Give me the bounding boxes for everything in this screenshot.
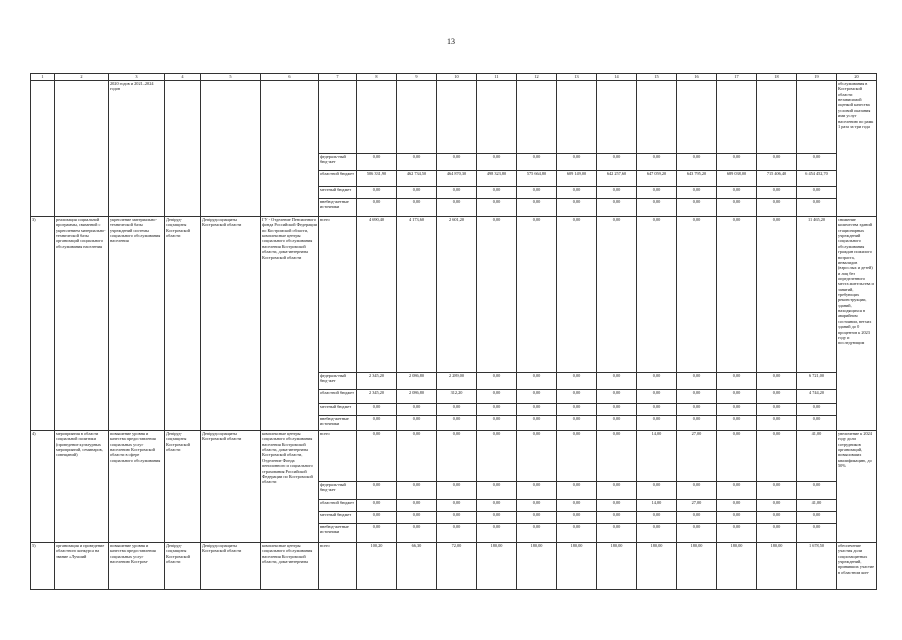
funding-value-cell: 0,00: [637, 187, 677, 199]
table-row: [31, 431, 877, 482]
funding-value-cell: [557, 81, 597, 154]
funding-value-cell: [677, 81, 717, 154]
funding-value-cell: 0,00: [637, 373, 677, 390]
funding-value-cell: 0,00: [757, 187, 797, 199]
funding-value-cell: 0,00: [717, 482, 757, 500]
funding-value-cell: 0,00: [477, 187, 517, 199]
column-number-header: 8: [357, 74, 397, 81]
executor-cell: Депtруд-соцзащиты Костромской области: [165, 217, 201, 431]
table-row: [31, 217, 877, 373]
funding-value-cell: 0,00: [397, 154, 437, 171]
funding-value-cell: 464 870,30: [437, 171, 477, 187]
funding-value-cell: [797, 81, 837, 154]
funding-source-cell: внебюд-жетные источники: [319, 416, 357, 431]
funding-value-cell: 0,00: [677, 390, 717, 404]
row-number-cell: 3): [31, 217, 55, 431]
column-number-header: 5: [201, 74, 261, 81]
funding-value-cell: 0,00: [557, 373, 597, 390]
funding-value-cell: 6 721,00: [797, 373, 837, 390]
funding-value-cell: 0,00: [597, 404, 637, 416]
funding-value-cell: 0,00: [357, 512, 397, 524]
funding-value-cell: 0,00: [357, 404, 397, 416]
column-number-header: 13: [557, 74, 597, 81]
partners-cell: комплексные центры социального обслуживания населения Костромской области, дома-интернаты: [261, 543, 319, 590]
funding-value-cell: 0,00: [437, 187, 477, 199]
funding-value-cell: 0,00: [557, 187, 597, 199]
funding-value-cell: 0,00: [477, 404, 517, 416]
funding-source-cell: областной бюджет: [319, 390, 357, 404]
funding-value-cell: 647 059,20: [637, 171, 677, 187]
table-body: [31, 74, 877, 590]
funding-value-cell: 0,00: [757, 404, 797, 416]
funding-value-cell: 0,00: [437, 482, 477, 500]
row-number-cell: 4): [31, 431, 55, 543]
funding-value-cell: 27,00: [677, 500, 717, 512]
funding-value-cell: [357, 81, 397, 154]
funding-value-cell: 0,00: [757, 431, 797, 482]
funding-value-cell: [717, 81, 757, 154]
funding-value-cell: 0,00: [557, 524, 597, 543]
column-number-header: 20: [837, 74, 877, 81]
funding-value-cell: 0,00: [597, 482, 637, 500]
funding-value-cell: 0,00: [717, 217, 757, 373]
funding-source-cell: федераль-ный бюд-жет: [319, 482, 357, 500]
funding-value-cell: 0,00: [517, 404, 557, 416]
funding-value-cell: 0,00: [757, 373, 797, 390]
funding-value-cell: 0,00: [557, 416, 597, 431]
measure-name-cell: реализация социальной программы, связанной с укреплением материально-технической базы организаций социального обслуживания населения: [55, 217, 109, 431]
measure-goal-cell: повышение уровня и качества предоставления социальных услуг населению Костромской области в сфере социального обслуживания: [109, 431, 165, 543]
column-number-header: 3: [109, 74, 165, 81]
funding-source-cell: областной бюджет: [319, 171, 357, 187]
funding-value-cell: 27,00: [677, 431, 717, 482]
funding-value-cell: 0,00: [717, 404, 757, 416]
funding-value-cell: 0,00: [757, 500, 797, 512]
funding-value-cell: 0,00: [597, 390, 637, 404]
funding-value-cell: 0,00: [677, 524, 717, 543]
funding-value-cell: 0,00: [557, 390, 597, 404]
column-number-header: 1: [31, 74, 55, 81]
funding-value-cell: 506 331,90: [357, 171, 397, 187]
funding-value-cell: 0,00: [397, 187, 437, 199]
funding-value-cell: 0,00: [637, 482, 677, 500]
funding-value-cell: 180,00: [557, 543, 597, 590]
funding-value-cell: 0,00: [797, 187, 837, 199]
funding-value-cell: 575 664,80: [517, 171, 557, 187]
funding-value-cell: 0,00: [517, 500, 557, 512]
column-number-header: 16: [677, 74, 717, 81]
funding-value-cell: 0,00: [437, 404, 477, 416]
funding-value-cell: 2 086,80: [397, 373, 437, 390]
funding-value-cell: 0,00: [797, 416, 837, 431]
funding-value-cell: 0,00: [717, 500, 757, 512]
funding-value-cell: 11 465,20: [797, 217, 837, 373]
funding-value-cell: 0,00: [357, 416, 397, 431]
funding-value-cell: 0,00: [357, 482, 397, 500]
funding-value-cell: [597, 81, 637, 154]
funding-table: [30, 73, 877, 590]
funding-value-cell: 0,00: [797, 154, 837, 171]
funding-value-cell: [397, 81, 437, 154]
column-number-header: 19: [797, 74, 837, 81]
coexecutor-cell: [201, 81, 261, 217]
column-number-header: 9: [397, 74, 437, 81]
funding-value-cell: 0,00: [677, 416, 717, 431]
funding-value-cell: [757, 81, 797, 154]
funding-value-cell: 4 690,40: [357, 217, 397, 373]
funding-value-cell: 642 257,60: [597, 171, 637, 187]
coexecutor-cell: Депtрудсоцзащиты Костромской области: [201, 431, 261, 543]
funding-value-cell: 2 345,20: [357, 373, 397, 390]
funding-value-cell: 0,00: [357, 431, 397, 482]
funding-value-cell: 0,00: [477, 154, 517, 171]
funding-value-cell: 0,00: [477, 431, 517, 482]
funding-value-cell: 0,00: [677, 154, 717, 171]
funding-value-cell: 0,00: [517, 187, 557, 199]
funding-source-cell: местный бюджет: [319, 404, 357, 416]
funding-value-cell: 0,00: [797, 199, 837, 217]
column-number-header: 10: [437, 74, 477, 81]
funding-source-cell: всего: [319, 431, 357, 482]
funding-source-cell: [319, 81, 357, 154]
funding-value-cell: 0,00: [597, 154, 637, 171]
funding-value-cell: 0,00: [757, 524, 797, 543]
funding-value-cell: 609 149,00: [557, 171, 597, 187]
funding-value-cell: 312,20: [437, 390, 477, 404]
row-number-cell: [31, 81, 55, 217]
funding-value-cell: 0,00: [597, 512, 637, 524]
funding-value-cell: 689 038,00: [717, 171, 757, 187]
funding-value-cell: 180,00: [757, 543, 797, 590]
funding-value-cell: 0,00: [677, 217, 717, 373]
partners-cell: ГУ - Отделение Пенсионного фонда Российской Федерации по Костромской области, комплексные центры социального обслуживания населения Костромской области, дома-интернаты Костромской области: [261, 217, 319, 431]
funding-value-cell: 0,00: [677, 187, 717, 199]
funding-value-cell: 0,00: [717, 512, 757, 524]
funding-value-cell: 180,00: [597, 543, 637, 590]
funding-value-cell: 180,00: [677, 543, 717, 590]
funding-value-cell: 0,00: [397, 404, 437, 416]
funding-value-cell: 0,00: [517, 199, 557, 217]
funding-value-cell: 0,00: [557, 512, 597, 524]
column-number-header: 4: [165, 74, 201, 81]
funding-value-cell: 4 744,20: [797, 390, 837, 404]
funding-value-cell: 0,00: [517, 431, 557, 482]
funding-value-cell: 0,00: [397, 416, 437, 431]
funding-value-cell: 41,00: [797, 500, 837, 512]
page-number: 13: [447, 37, 455, 46]
funding-value-cell: 180,00: [477, 543, 517, 590]
funding-value-cell: 0,00: [437, 431, 477, 482]
coexecutor-cell: Депtрудсоцзащиты Костромской области: [201, 217, 261, 431]
funding-value-cell: 0,00: [517, 524, 557, 543]
funding-value-cell: 0,00: [597, 187, 637, 199]
funding-value-cell: 0,00: [797, 404, 837, 416]
funding-value-cell: 6 454 452,70: [797, 171, 837, 187]
funding-value-cell: 0,00: [677, 482, 717, 500]
funding-source-cell: всего: [319, 217, 357, 373]
funding-value-cell: 0,00: [437, 512, 477, 524]
funding-value-cell: 72,00: [437, 543, 477, 590]
funding-value-cell: 0,00: [517, 154, 557, 171]
funding-value-cell: [477, 81, 517, 154]
funding-value-cell: 0,00: [477, 373, 517, 390]
funding-source-cell: федераль-ный бюд-жет: [319, 154, 357, 171]
funding-value-cell: 180,00: [717, 543, 757, 590]
measure-goal-cell: укрепление материально-технической базы учреждений системы социального обслуживания населения: [109, 217, 165, 431]
funding-value-cell: 0,00: [357, 524, 397, 543]
funding-value-cell: 0,00: [357, 199, 397, 217]
partners-cell: комплексные центры социального обслуживания населения Костромской области, дома-интернаты Костромской области, Отделение Фонда пенсионного и социального страхования Российской Федерации по Костромской области: [261, 431, 319, 543]
funding-value-cell: 0,00: [477, 416, 517, 431]
funding-value-cell: 0,00: [517, 217, 557, 373]
funding-value-cell: 0,00: [397, 482, 437, 500]
funding-value-cell: 0,00: [637, 390, 677, 404]
funding-value-cell: 66,30: [397, 543, 437, 590]
funding-value-cell: 180,00: [517, 543, 557, 590]
funding-value-cell: 0,00: [357, 154, 397, 171]
header-row: [31, 74, 877, 81]
funding-value-cell: 0,00: [477, 512, 517, 524]
funding-value-cell: [437, 81, 477, 154]
partners-cell: [261, 81, 319, 217]
funding-value-cell: 0,00: [437, 524, 477, 543]
funding-value-cell: 0,00: [437, 416, 477, 431]
funding-value-cell: 0,00: [677, 373, 717, 390]
expected-result-cell: обслуживания в Костромской области независимой оценкой качества условий оказания ими услуг населению по рамк 1 раза за три года: [837, 81, 877, 217]
measure-goal-cell: повышение уровня и качества предоставления социальных услуг населению Костром-: [109, 543, 165, 590]
coexecutor-cell: Депtрудсоцзащиты Костромской области: [201, 543, 261, 590]
funding-value-cell: 0,00: [397, 431, 437, 482]
funding-value-cell: 0,00: [477, 390, 517, 404]
funding-value-cell: 0,00: [637, 154, 677, 171]
funding-value-cell: 0,00: [557, 154, 597, 171]
funding-value-cell: 0,00: [517, 373, 557, 390]
row-number-cell: 5): [31, 543, 55, 590]
column-number-header: 2: [55, 74, 109, 81]
funding-value-cell: [517, 81, 557, 154]
funding-value-cell: 0,00: [717, 373, 757, 390]
funding-value-cell: 0,00: [517, 512, 557, 524]
funding-value-cell: 2 345,20: [357, 390, 397, 404]
funding-value-cell: 0,00: [557, 404, 597, 416]
funding-source-cell: внебюд-жетные источники: [319, 199, 357, 217]
funding-value-cell: 0,00: [557, 482, 597, 500]
measure-name-cell: мероприятия в области социальной политики (проведение культурных мероприятий, семинаров, совещаний): [55, 431, 109, 543]
funding-source-cell: местный бюджет: [319, 512, 357, 524]
funding-value-cell: 0,00: [637, 524, 677, 543]
funding-value-cell: 0,00: [557, 217, 597, 373]
funding-value-cell: 0,00: [797, 512, 837, 524]
funding-value-cell: 0,00: [757, 482, 797, 500]
funding-value-cell: 0,00: [717, 390, 757, 404]
funding-value-cell: 0,00: [757, 390, 797, 404]
executor-cell: Депtруд-соцзащиты Костромской области: [165, 431, 201, 543]
funding-value-cell: 0,00: [717, 154, 757, 171]
funding-value-cell: 0,00: [557, 199, 597, 217]
expected-result-cell: снижение количества зданий стационарных учреждений социального обслуживания граждан пожилого возраста, инвалидов (взрослых и детей) и лиц без определенного места жительства и занятий, требующих реконструкции, зданий, находящихся в аварийном состоянии, ветхих зданий до 0 процентов к 2023 году и последующим: [837, 217, 877, 431]
funding-value-cell: 4 173,60: [397, 217, 437, 373]
funding-source-cell: федераль-ный бюд-жет: [319, 373, 357, 390]
executor-cell: Депtруд-соцзащиты Костромской области: [165, 543, 201, 590]
funding-source-cell: областной бюджет: [319, 500, 357, 512]
funding-value-cell: 0,00: [677, 199, 717, 217]
funding-value-cell: 0,00: [597, 199, 637, 217]
funding-value-cell: 0,00: [637, 199, 677, 217]
funding-value-cell: 0,00: [717, 431, 757, 482]
funding-value-cell: 0,00: [597, 524, 637, 543]
funding-value-cell: 0,00: [637, 416, 677, 431]
funding-value-cell: 0,00: [557, 500, 597, 512]
funding-value-cell: 0,00: [797, 482, 837, 500]
funding-value-cell: 100,20: [357, 543, 397, 590]
funding-value-cell: 0,00: [477, 524, 517, 543]
funding-value-cell: 0,00: [437, 199, 477, 217]
funding-value-cell: 1 678,50: [797, 543, 837, 590]
funding-value-cell: 0,00: [517, 482, 557, 500]
funding-value-cell: 2 086,80: [397, 390, 437, 404]
funding-source-cell: внебюд-жетные источники: [319, 524, 357, 543]
funding-value-cell: 0,00: [637, 217, 677, 373]
column-number-header: 17: [717, 74, 757, 81]
column-number-header: 7: [319, 74, 357, 81]
funding-value-cell: 0,00: [597, 500, 637, 512]
funding-value-cell: 0,00: [437, 154, 477, 171]
funding-value-cell: 0,00: [437, 500, 477, 512]
funding-value-cell: 0,00: [757, 154, 797, 171]
funding-value-cell: 498 323,80: [477, 171, 517, 187]
funding-value-cell: [637, 81, 677, 154]
column-number-header: 6: [261, 74, 319, 81]
column-number-header: 11: [477, 74, 517, 81]
funding-value-cell: 0,00: [597, 416, 637, 431]
funding-value-cell: 0,00: [357, 500, 397, 512]
funding-value-cell: 0,00: [717, 416, 757, 431]
measure-period-cell: 2020 годов и 2021–2024 годов: [109, 81, 165, 217]
funding-source-cell: всего: [319, 543, 357, 590]
funding-value-cell: 0,00: [757, 199, 797, 217]
funding-value-cell: 0,00: [477, 500, 517, 512]
funding-value-cell: 0,00: [757, 416, 797, 431]
funding-value-cell: 14,00: [637, 500, 677, 512]
funding-value-cell: 0,00: [717, 187, 757, 199]
funding-value-cell: 0,00: [397, 199, 437, 217]
funding-value-cell: 0,00: [757, 217, 797, 373]
table-row: [31, 81, 877, 154]
funding-value-cell: 0,00: [717, 199, 757, 217]
funding-value-cell: 0,00: [557, 431, 597, 482]
funding-value-cell: 14,00: [637, 431, 677, 482]
funding-value-cell: 0,00: [477, 217, 517, 373]
measure-name-cell: [55, 81, 109, 217]
funding-value-cell: 0,00: [477, 199, 517, 217]
funding-value-cell: 0,00: [677, 404, 717, 416]
funding-value-cell: 0,00: [597, 431, 637, 482]
funding-value-cell: 0,00: [517, 416, 557, 431]
funding-value-cell: 2 601,20: [437, 217, 477, 373]
funding-value-cell: 2 289,00: [437, 373, 477, 390]
funding-value-cell: 0,00: [597, 373, 637, 390]
funding-source-cell: местный бюджет: [319, 187, 357, 199]
funding-value-cell: 0,00: [397, 512, 437, 524]
funding-value-cell: 0,00: [717, 524, 757, 543]
funding-value-cell: 0,00: [637, 404, 677, 416]
funding-value-cell: 41,00: [797, 431, 837, 482]
column-number-header: 15: [637, 74, 677, 81]
column-number-header: 18: [757, 74, 797, 81]
column-number-header: 14: [597, 74, 637, 81]
column-number-header: 12: [517, 74, 557, 81]
funding-value-cell: 0,00: [757, 512, 797, 524]
funding-value-cell: 0,00: [357, 187, 397, 199]
funding-value-cell: 715 406,40: [757, 171, 797, 187]
table-row: [31, 543, 877, 590]
executor-cell: [165, 81, 201, 217]
funding-value-cell: 0,00: [677, 512, 717, 524]
funding-value-cell: 462 734,50: [397, 171, 437, 187]
funding-value-cell: 643 795,20: [677, 171, 717, 187]
expected-result-cell: увеличение к 2024 году доли сотрудников организаций, повысивших квалификацию, до 50%: [837, 431, 877, 543]
funding-value-cell: 0,00: [397, 500, 437, 512]
funding-value-cell: 0,00: [597, 217, 637, 373]
measure-name-cell: организация и проведение областного конкурса на звание «Лучший: [55, 543, 109, 590]
expected-result-cell: обеспечение участия доли социозащитных учреждений, принявших участие в областном кон-: [837, 543, 877, 590]
funding-value-cell: 0,00: [397, 524, 437, 543]
funding-value-cell: 180,00: [637, 543, 677, 590]
funding-value-cell: 0,00: [477, 482, 517, 500]
funding-value-cell: 0,00: [797, 524, 837, 543]
funding-value-cell: 0,00: [637, 512, 677, 524]
funding-value-cell: 0,00: [517, 390, 557, 404]
